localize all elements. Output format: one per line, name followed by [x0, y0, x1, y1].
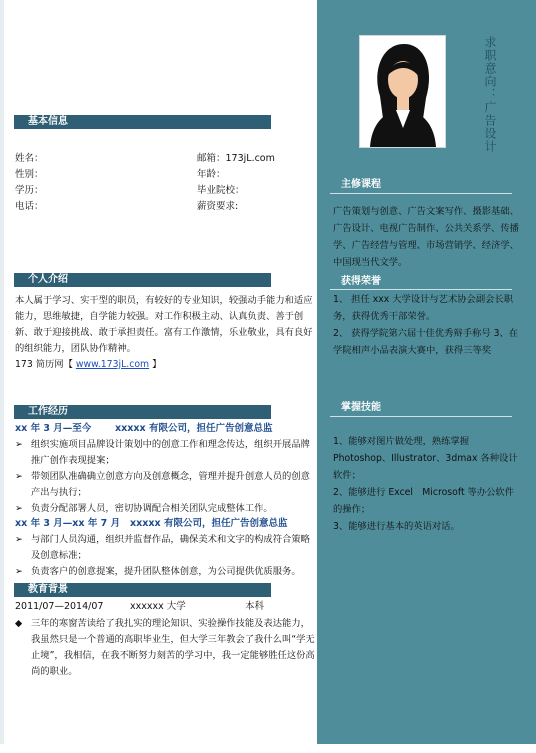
site-suffix: 】 [152, 359, 162, 370]
intro-text: 本人属于学习、实干型的职员，有较好的专业知识，较强动手能力和适应能力，思维敏捷，自学能力较强。对工作积极主动、认真负责、善于创新、敢于迎接挑战、敢于承担责任。富有工作激情，乐业敬业，具有良好的组织能力，团队协作精神。 [15, 295, 313, 354]
site-prefix: 173 简历网【 [15, 359, 73, 370]
phone-label: 电话： [15, 201, 44, 212]
arrow-bullet-icon: ➢ [15, 471, 23, 482]
job-intention-title: 求职意向：广告设计 [483, 36, 497, 153]
job-company: xxxxx 有限公司，担任广告创意总监 [130, 518, 288, 529]
list-item: 2、能够进行 Excel Microsoft 等办公软件的操作； [333, 487, 515, 515]
job-duties-list [15, 532, 313, 580]
divider [330, 416, 512, 417]
gender-label: 性别： [15, 169, 44, 180]
honors-text: 1、 担任 xxx 大学设计与艺术协会副会长职务，获得优秀干部荣誉。 2、 获得学院第六届十佳优秀辩手称号 3、在学院相声小品表演大赛中，获得三等奖 [333, 294, 519, 356]
section-marker [8, 273, 14, 287]
list-item: ➢ 负责分配部署人员，密切协调配合相关团队完成整体工作。 [15, 501, 313, 517]
job-duties-list [15, 437, 313, 517]
site-link[interactable]: www.173jL.com [75, 359, 150, 370]
school-label: 毕业院校： [197, 185, 245, 196]
section-title-work: 工作经历 [28, 406, 68, 417]
list-item: 3、能够进行基本的英语对话。 [333, 521, 460, 532]
intro-paragraph [15, 293, 313, 373]
list-item: ➢ 与部门人员沟通，组织并监督作品，确保美术和文字的构成符合策略及创意标准； [15, 534, 310, 561]
list-item: ➢ 带领团队准确确立创意方向及创意概念，管理并提升创意人员的创意产出与执行； [15, 471, 310, 498]
section-title-intro: 个人介绍 [28, 274, 68, 285]
list-item: ➢ 负责客户的创意提案，提升团队整体创意，为公司提供优质服务。 [15, 564, 313, 580]
skills-list [333, 433, 523, 535]
profile-photo [359, 35, 446, 148]
job-company: xxxxx 有限公司，担任广告创意总监 [115, 423, 273, 434]
section-title-basic: 基本信息 [28, 116, 68, 127]
arrow-bullet-icon: ➢ [15, 566, 23, 577]
list-item: ➢ 组织实施项目品牌设计策划中的创意工作和理念传达，组织开展品牌推广创作表现提案； [15, 439, 310, 466]
name-label: 姓名： [15, 153, 44, 164]
edu-description [15, 616, 315, 680]
list-item: 1、能够对图片做处理，熟练掌握 Photoshop、Illustrator、3dmax 各种设计软件； [333, 436, 518, 481]
salary-label: 薪资要求: [197, 201, 239, 212]
section-title-education: 教育背景 [28, 584, 68, 595]
honors-heading: 获得荣誉 [341, 276, 381, 287]
edu-degree: 本科 [245, 601, 265, 612]
bottom-margin [0, 744, 536, 753]
section-marker [8, 583, 14, 597]
education-label: 学历： [15, 185, 44, 196]
arrow-bullet-icon: ➢ [15, 534, 23, 545]
arrow-bullet-icon: ➢ [15, 503, 23, 514]
age-label: 年龄： [197, 169, 226, 180]
list-item: ◆ 三年的寒窗苦读给了我扎实的理论知识、实验操作技能及表达能力，我虽然只是一个普通的高职毕业生，但大学三年教会了我什么叫“学无止境”，我相信，在我不断努力刻苦的学习中，我一定能够胜任这份高尚的职业。 [15, 618, 315, 677]
edu-school: xxxxxx 大学 [130, 601, 186, 612]
divider [330, 193, 512, 194]
section-marker [8, 115, 14, 129]
skills-heading: 掌握技能 [341, 402, 381, 413]
courses-text: 广告策划与创意、广告文案写作、摄影基础、广告设计、电视广告制作、公共关系学、传播学、广告经营与管理、市场营销学、经济学、中国现当代文学。 [333, 206, 519, 268]
arrow-bullet-icon: ➢ [15, 439, 23, 450]
diamond-bullet-icon: ◆ [15, 618, 23, 629]
job-period: xx 年 3 月—至今 [15, 423, 92, 434]
job-period: xx 年 3 月—xx 年 7 月 [15, 518, 121, 529]
divider [330, 289, 512, 290]
email-label: 邮箱：173jL.com [197, 153, 275, 164]
left-edge [0, 0, 4, 753]
courses-heading: 主修课程 [341, 179, 381, 190]
section-marker [8, 405, 14, 419]
edu-period: 2011/07—2014/07 [15, 601, 104, 612]
